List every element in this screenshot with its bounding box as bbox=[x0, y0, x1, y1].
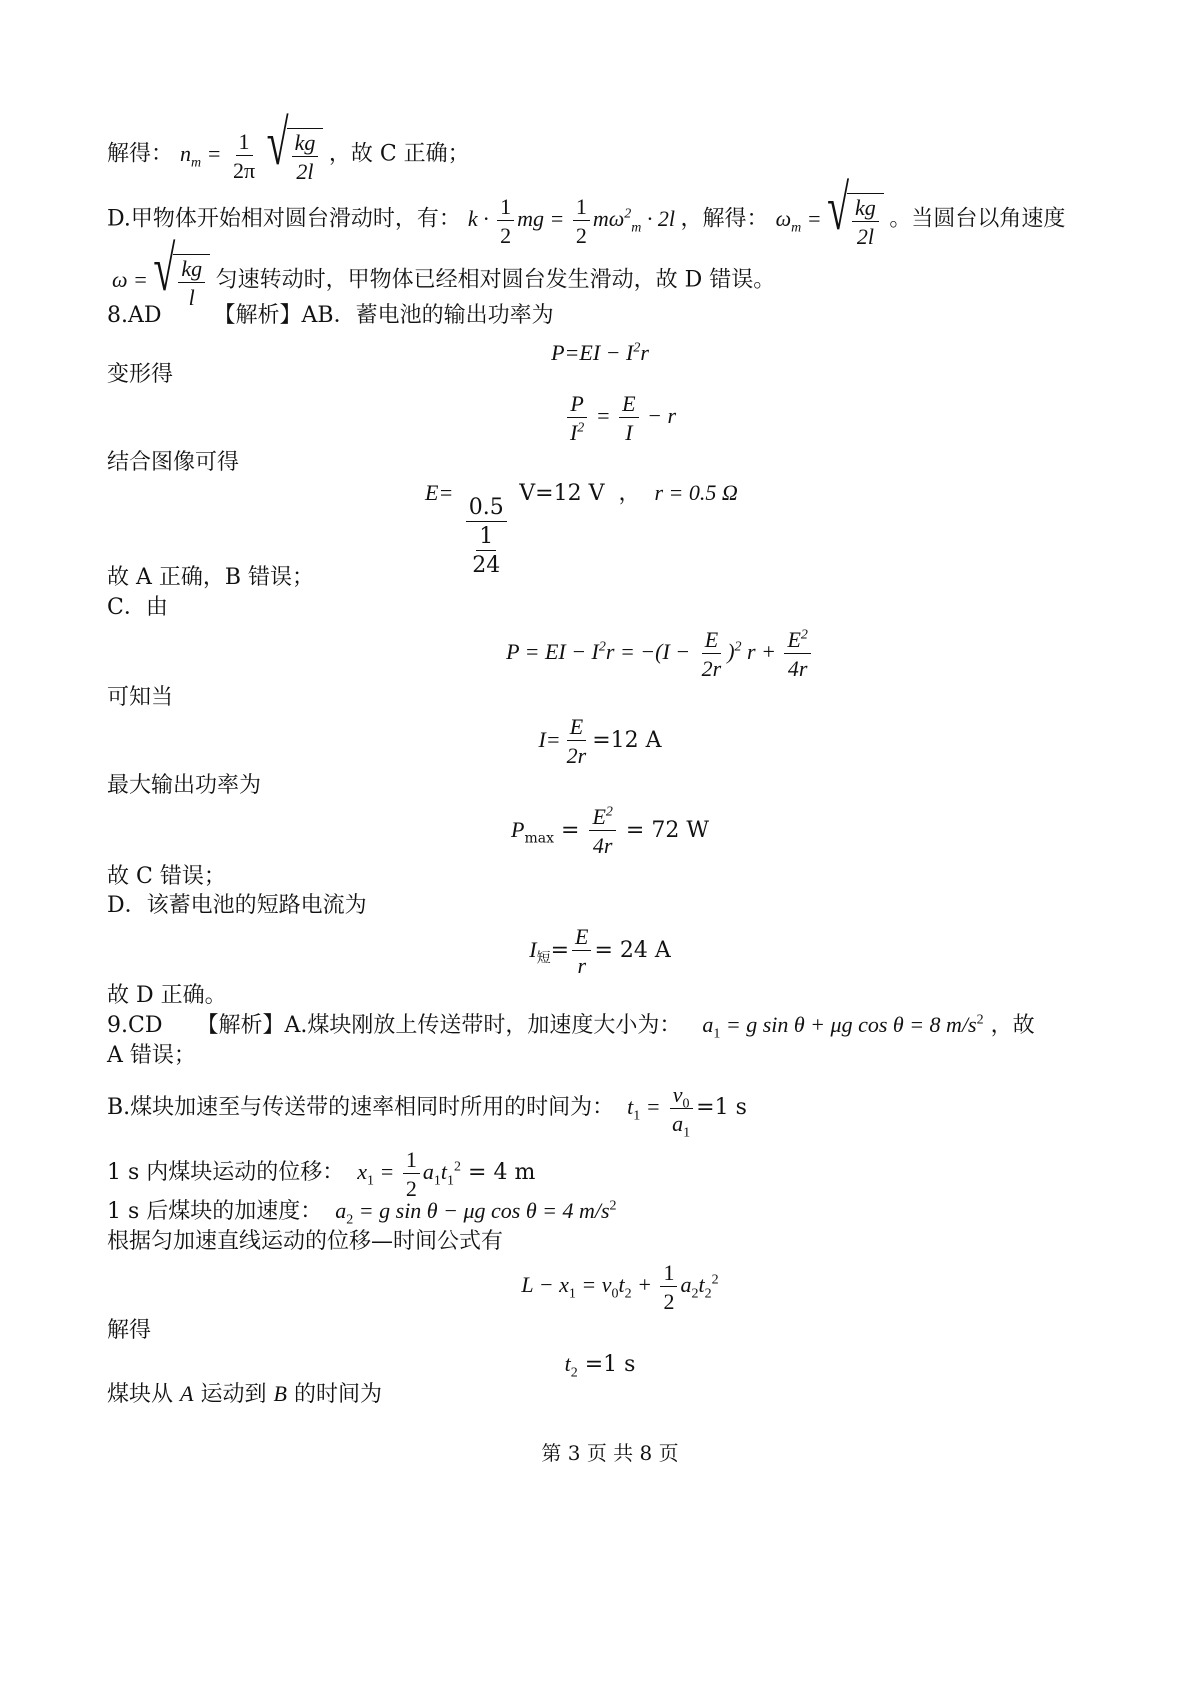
text-bianxing: 变形得 bbox=[107, 362, 174, 387]
q8-analysis: 【解析】AB．蓄电池的输出功率为 bbox=[213, 303, 554, 328]
text-kezhi: 可知当 bbox=[107, 685, 174, 710]
line-b-time: B.煤块加速至与传送带的速率相同时所用的时间为： $t_1$ = $\frac{v_0}{a_1}$ =1 s bbox=[107, 1082, 747, 1141]
formula-i-short: $I_短=$ $\frac{E}{r}$ = 24 A bbox=[529, 924, 671, 979]
formula-omega: ω = √ $\frac{kg}{l}$ bbox=[112, 267, 216, 292]
text: D.甲物体开始相对圆台滑动时，有： bbox=[107, 206, 461, 232]
line-meikuai: 煤块从 A 运动到 B 的时间为 bbox=[107, 1381, 382, 1407]
text-gu-c: 故 C 错误； bbox=[107, 864, 226, 889]
text-jiehe: 结合图像可得 bbox=[107, 450, 240, 475]
line-omega bbox=[112, 232, 776, 311]
formula-t2: $t_2 =1$ s bbox=[564, 1351, 636, 1381]
line-1s-displacement: 1 s 内煤块运动的位移： $x_1$ = $\frac{1}{2}$ $a_1t_1^2 = 4$ m bbox=[107, 1147, 536, 1202]
line-1s-accel: 1 s 后煤块的加速度： $a_2 = g$ sin θ − μg cos θ = 4 $m/s^2$ bbox=[107, 1198, 617, 1228]
q8-label: 8.AD bbox=[107, 303, 162, 328]
formula-pmax: $P_{max}$ = $\frac{E^2}{4r}$ = 72 W bbox=[511, 804, 709, 859]
text-gu-a: 故 A 正确，B 错误； bbox=[107, 565, 315, 590]
text-c-you: C．由 bbox=[107, 595, 168, 620]
text: ，解得： bbox=[680, 206, 769, 232]
q9-header: 9.CD 【解析】A.煤块刚放上传送带时，加速度大小为： $a_1 = g$ sin θ + μg cos θ = 8 $m/s^2$ ，故 bbox=[107, 1012, 1035, 1042]
formula-p-over-i2: $\frac{P}{I^2}$ = $\frac{E}{I}$ − r bbox=[0, 392, 1200, 444]
page-footer: 第 3 页 共 8 页 bbox=[541, 1441, 679, 1465]
text-genju: 根据匀加速直线运动的位移—时间公式有 bbox=[107, 1229, 504, 1254]
formula-nm: $n_m$ = $\frac{1}{2\pi}$ √ $\frac{kg}{2l}$ bbox=[180, 141, 329, 166]
text-gu-d: 故 D 正确。 bbox=[107, 983, 227, 1008]
text: 解得： bbox=[107, 141, 174, 167]
line-solution-nm bbox=[107, 106, 470, 185]
text: ，故 C 正确； bbox=[328, 141, 470, 167]
text-jiede: 解得 bbox=[107, 1318, 152, 1343]
formula-displacement-time: $L - x_1 = v_0t_2$ + $\frac{1}{2}$ $a_2t_2^2$ bbox=[521, 1260, 719, 1315]
q9-label: 9.CD bbox=[107, 1013, 163, 1038]
text-d-dl: D．该蓄电池的短路电流为 bbox=[107, 893, 367, 918]
text: 。当圆台以角速度 bbox=[889, 206, 1066, 232]
formula-p-complete-square: P = EI − $I^2r = -(I$ − $\frac{E}{2r}$ )$^2$ r + $\frac{E^2}{4r}$ bbox=[0, 628, 1200, 680]
formula-omega-m: $\omega_m$ = √ $\frac{kg}{2l}$ bbox=[776, 206, 890, 231]
text-zuida: 最大输出功率为 bbox=[107, 773, 262, 798]
text: 匀速转动时，甲物体已经相对圆台发生滑动，故 D 错误。 bbox=[215, 267, 776, 293]
text-q9-a-wrong: A 错误； bbox=[107, 1043, 196, 1068]
q8-header bbox=[107, 305, 554, 327]
formula-friction: k · $\frac{1}{2}$ mg = $\frac{1}{2}$ $m\omega^2_m \cdot 2l$ bbox=[467, 193, 676, 248]
formula-i-12: I= $\frac{E}{2r}$ =12 A bbox=[538, 714, 662, 769]
q9-analysis: 【解析】A.煤块刚放上传送带时，加速度大小为： bbox=[196, 1013, 682, 1038]
formula-power: $P=EI - I^2r$ bbox=[551, 340, 649, 365]
formula-e-r: E= $\frac{0.5}{\frac{1}{24}}$ V=12 V ， r = 0.5 Ω bbox=[425, 480, 738, 579]
line-d-slide bbox=[107, 171, 1066, 250]
